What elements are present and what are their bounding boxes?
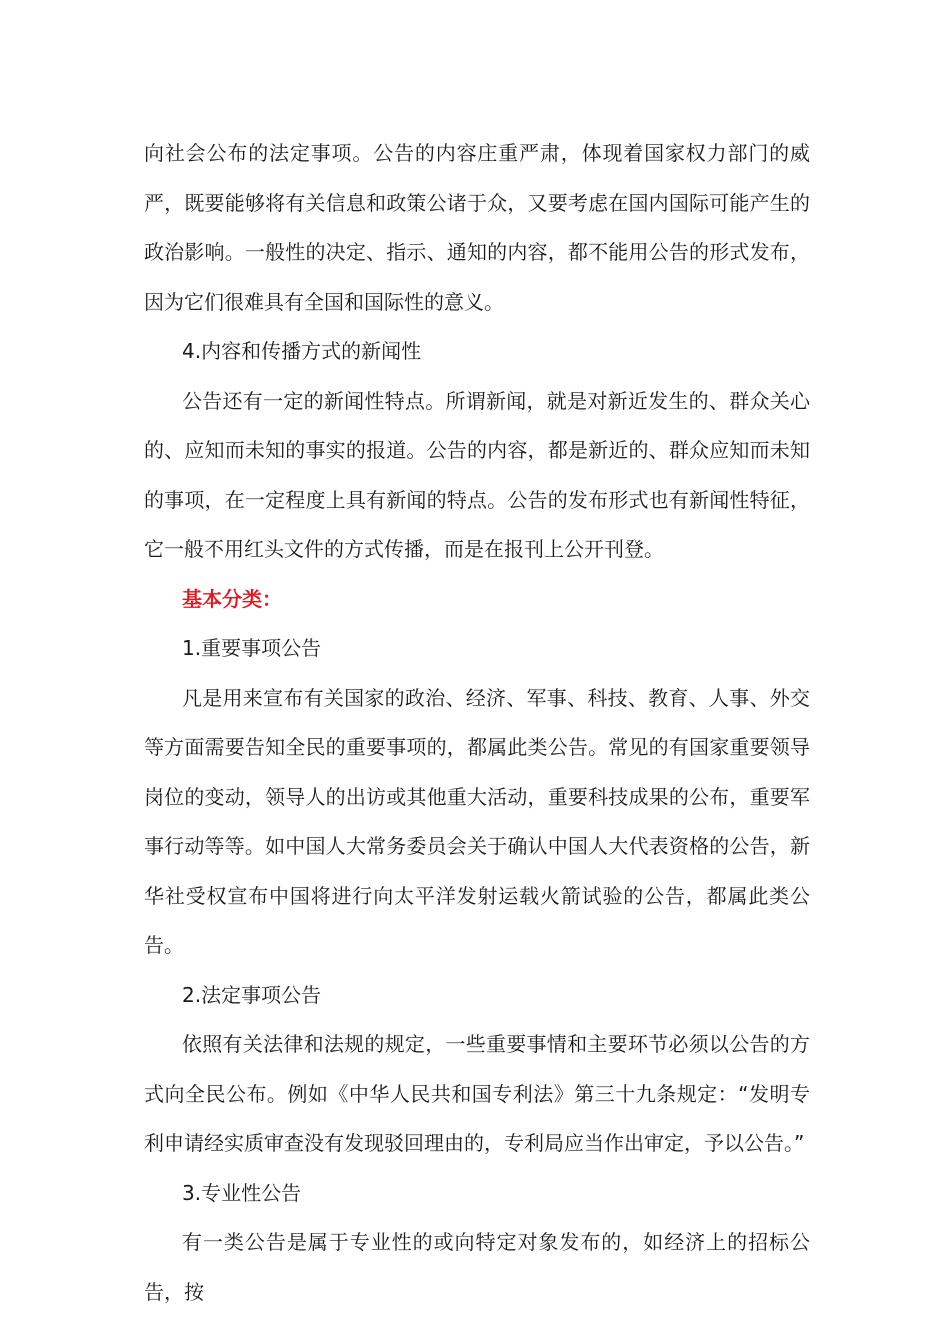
subheading-important-matters: 1.重要事项公告: [182, 636, 322, 660]
paragraph-important-matters: 凡是用来宣布有关国家的政治、经济、军事、科技、教育、人事、外交等方面需要告知全民的重要事项的，都属此类公告。常见的有国家重要领导岗位的变动，领导人的出访或其他重大活动，重要科技成果的公布，重要军事行动等等。如中国人大常务委员会关于确认中国人大代表资格的公告，新华社受权宣布中国将进行向太平洋发射运载火箭试验的公告，都属此类公告。: [144, 685, 810, 957]
subheading-professional: 3.专业性公告: [182, 1180, 302, 1205]
paragraph-legal-matters-continued: 向社会公布的法定事项。公告的内容庄重严肃，体现着国家权力部门的威严，既要能够将有关信息和政策公诸于众，又要考虑在国内国际可能产生的政治影响。一般性的决定、指示、通知的内容，都不能用公告的形式发布，因为它们很难具有全国和国际性的意义。: [144, 141, 810, 314]
section-heading-basic-classification: 基本分类：: [182, 586, 282, 611]
paragraph-professional: 有一类公告是属于专业性的或向特定对象发布的，如经济上的招标公告，按: [144, 1230, 810, 1304]
paragraph-legal-matters: 依照有关法律和法规的规定，一些重要事情和主要环节必须以公告的方式向全民公布。例如《中华人民共和国专利法》第三十九条规定：“发明专利申请经实质审查没有发现驳回理由的，专利局应当作出审定，予以公告。”: [144, 1032, 810, 1155]
document-body: [144, 129, 810, 1317]
subheading-legal-matters: 2.法定事项公告: [182, 982, 322, 1007]
paragraph-news-nature: 公告还有一定的新闻性特点。所谓新闻，就是对新近发生的、群众关心的、应知而未知的事实的报道。公告的内容，都是新近的、群众应知而未知的事项，在一定程度上具有新闻的特点。公告的发布形式也有新闻性特征，它一般不用红头文件的方式传播，而是在报刊上公开刊登。: [144, 388, 810, 561]
section-heading-news-nature: 4.内容和传播方式的新闻性: [182, 339, 422, 363]
